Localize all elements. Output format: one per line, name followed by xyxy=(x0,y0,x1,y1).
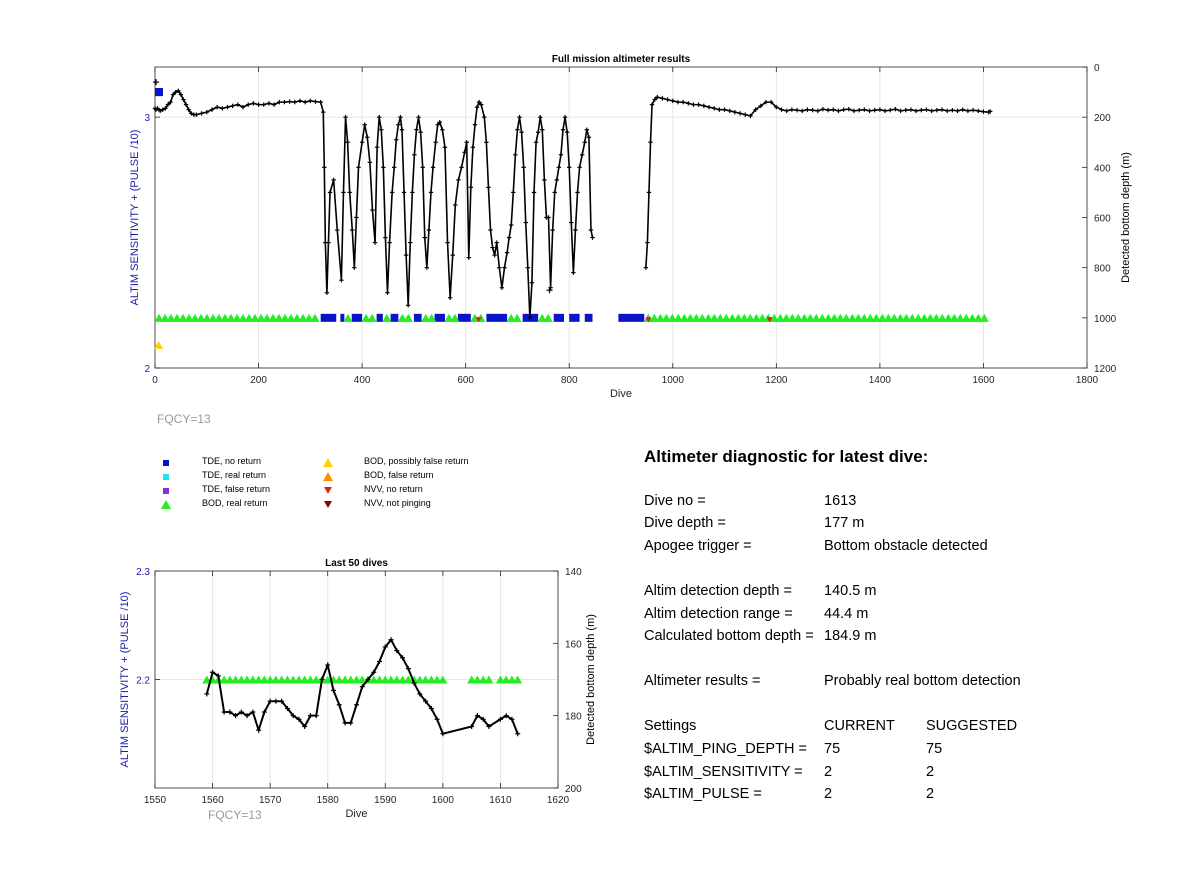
bod-real-return-marker xyxy=(513,314,522,322)
y-left-tick-label: 3 xyxy=(144,113,150,125)
legend-label: BOD, false return xyxy=(364,470,434,480)
depth-point xyxy=(347,190,351,194)
diag-label: Altim detection depth = xyxy=(644,583,792,599)
depth-point xyxy=(475,105,479,109)
depth-point xyxy=(392,165,396,169)
legend-triangle-icon xyxy=(323,472,333,481)
depth-point xyxy=(360,140,364,144)
depth-point xyxy=(377,115,381,119)
depth-point xyxy=(575,190,579,194)
depth-series-line xyxy=(155,91,593,318)
depth-point xyxy=(497,265,501,269)
depth-point xyxy=(339,278,343,282)
diag-label: Altim detection range = xyxy=(644,606,793,622)
depth-point xyxy=(256,102,260,106)
depth-point xyxy=(385,291,389,295)
depth-point xyxy=(515,128,519,132)
depth-point xyxy=(482,115,486,119)
tde-no-return-marker xyxy=(352,314,362,322)
diag-label: Apogee trigger = xyxy=(644,538,752,554)
y-right-tick-label: 180 xyxy=(565,711,582,723)
x-axis-label: Dive xyxy=(345,808,368,820)
diag-value: 44.4 m xyxy=(824,606,869,622)
legend-symbol xyxy=(160,499,172,510)
x-tick-label: 1620 xyxy=(546,795,570,806)
last-50-dives-chart xyxy=(119,558,597,820)
depth-point xyxy=(467,255,471,259)
depth-point xyxy=(402,190,406,194)
depth-point xyxy=(536,130,540,134)
depth-point xyxy=(375,145,379,149)
y-left-tick-label: 2.3 xyxy=(136,567,150,578)
y-right-tick-label: 200 xyxy=(1094,113,1111,125)
depth-point xyxy=(414,128,418,132)
legend-square-icon xyxy=(163,474,169,480)
depth-point xyxy=(387,240,391,244)
depth-point xyxy=(492,253,496,257)
tde-no-return-marker xyxy=(340,314,344,322)
y-right-tick-label: 400 xyxy=(1094,163,1111,175)
depth-point xyxy=(453,203,457,207)
x-tick-label: 1000 xyxy=(661,375,684,386)
y-right-tick-label: 200 xyxy=(565,784,582,795)
y-left-axis-label: ALTIM SENSITIVITY + (PULSE /10) xyxy=(119,591,131,768)
depth-point xyxy=(282,100,286,104)
depth-point xyxy=(287,99,291,103)
y-right-tick-label: 140 xyxy=(565,567,582,578)
depth-point xyxy=(587,135,591,139)
depth-point xyxy=(396,122,400,126)
depth-point xyxy=(471,145,475,149)
depth-point xyxy=(267,101,271,105)
tde-no-return-marker xyxy=(377,314,383,322)
bod-real-return-marker xyxy=(404,314,413,322)
bod-real-return-marker xyxy=(382,314,391,322)
depth-point xyxy=(325,291,329,295)
tde-no-return-marker xyxy=(585,314,593,322)
x-tick-label: 1610 xyxy=(489,795,512,806)
depth-point xyxy=(356,165,360,169)
depth-point xyxy=(394,138,398,142)
depth-point xyxy=(571,270,575,274)
depth-point xyxy=(459,165,463,169)
depth-point xyxy=(555,178,559,182)
depth-point xyxy=(398,115,402,119)
depth-point xyxy=(153,79,159,85)
depth-point xyxy=(313,99,317,103)
x-tick-label: 400 xyxy=(353,375,371,386)
tde-no-return-marker xyxy=(435,314,445,322)
depth-point xyxy=(408,240,412,244)
depth-point xyxy=(379,128,383,132)
depth-point xyxy=(363,122,367,126)
legend-label: TDE, false return xyxy=(202,484,271,494)
depth-point xyxy=(308,99,312,103)
depth-point xyxy=(511,190,515,194)
depth-point xyxy=(418,130,422,134)
x-tick-label: 1400 xyxy=(868,375,892,386)
y-right-tick-label: 1000 xyxy=(1094,313,1117,325)
depth-point xyxy=(589,228,593,232)
x-tick-label: 1580 xyxy=(316,795,339,806)
depth-point xyxy=(225,105,229,109)
diag-label: Dive depth = xyxy=(644,515,726,531)
depth-point xyxy=(416,115,420,119)
depth-point xyxy=(350,228,354,232)
depth-point xyxy=(534,140,538,144)
depth-point xyxy=(490,245,494,249)
depth-point xyxy=(335,228,339,232)
x-tick-label: 1570 xyxy=(259,795,282,806)
depth-point xyxy=(326,240,330,244)
x-tick-label: 0 xyxy=(152,375,158,386)
depth-point xyxy=(540,128,544,132)
depth-point xyxy=(465,140,469,144)
legend-label: NVV, no return xyxy=(364,484,423,494)
depth-point xyxy=(390,190,394,194)
legend-symbol xyxy=(322,457,334,468)
diagnostic-title: Altimeter diagnostic for latest dive: xyxy=(644,447,929,466)
depth-point xyxy=(524,220,528,224)
depth-point xyxy=(251,101,255,105)
settings-suggested: 2 xyxy=(926,764,935,780)
depth-point xyxy=(580,153,584,157)
depth-point xyxy=(507,235,511,239)
depth-point xyxy=(585,128,589,132)
diag-value: 177 m xyxy=(824,515,865,531)
y-right-axis-label: Detected bottom depth (m) xyxy=(585,614,597,745)
x-axis-label: Dive xyxy=(609,388,633,400)
diagnostic-panel xyxy=(644,0,1194,885)
depth-point xyxy=(517,115,521,119)
x-tick-label: 1590 xyxy=(374,795,397,806)
settings-label: Settings xyxy=(644,718,697,734)
depth-point xyxy=(513,153,517,157)
depth-point xyxy=(321,110,325,114)
depth-point xyxy=(583,140,587,144)
depth-point xyxy=(427,228,431,232)
depth-point xyxy=(365,135,369,139)
legend xyxy=(160,456,490,518)
legend-square-icon xyxy=(163,488,169,494)
settings-suggested: 75 xyxy=(926,741,943,757)
depth-point xyxy=(553,190,557,194)
diag-value: Bottom obstacle detected xyxy=(824,538,988,554)
depth-point xyxy=(194,112,198,116)
depth-point xyxy=(370,208,374,212)
depth-point xyxy=(495,240,499,244)
depth-point xyxy=(352,265,356,269)
x-tick-label: 1600 xyxy=(972,375,995,386)
x-tick-label: 1600 xyxy=(431,795,454,806)
diag-value: 140.5 m xyxy=(824,583,877,599)
x-tick-label: 800 xyxy=(560,375,578,386)
depth-point xyxy=(573,228,577,232)
depth-point xyxy=(230,104,234,108)
diag-label: Calculated bottom depth = xyxy=(644,628,814,644)
legend-label: TDE, no return xyxy=(202,456,262,466)
depth-point xyxy=(559,153,563,157)
depth-point xyxy=(433,140,437,144)
depth-point xyxy=(561,128,565,132)
depth-point xyxy=(590,235,594,239)
chart-title: Last 50 dives xyxy=(325,558,388,569)
legend-label: BOD, real return xyxy=(202,498,268,508)
depth-point xyxy=(429,190,433,194)
settings-current: 2 xyxy=(824,764,833,780)
y-right-tick-label: 600 xyxy=(1094,213,1111,225)
depth-point xyxy=(431,165,435,169)
depth-point xyxy=(400,128,404,132)
depth-point xyxy=(348,720,353,725)
x-tick-label: 1800 xyxy=(1075,375,1099,386)
legend-symbol xyxy=(322,485,334,496)
legend-label: BOD, possibly false return xyxy=(364,456,469,466)
depth-point xyxy=(542,178,546,182)
diag-value: 1613 xyxy=(824,493,857,509)
settings-suggested-header: SUGGESTED xyxy=(926,718,1018,734)
legend-triangle-icon xyxy=(161,500,171,509)
settings-current: 2 xyxy=(824,786,833,802)
depth-point xyxy=(406,303,410,307)
tde-no-return-marker xyxy=(554,314,564,322)
legend-label: TDE, real return xyxy=(202,470,267,480)
settings-current-header: CURRENT xyxy=(824,718,895,734)
x-tick-label: 1200 xyxy=(765,375,788,386)
diag-label: Dive no = xyxy=(644,493,706,509)
bod-real-return-marker xyxy=(368,314,377,322)
depth-point xyxy=(381,165,385,169)
depth-point xyxy=(488,228,492,232)
depth-point xyxy=(423,235,427,239)
depth-point xyxy=(569,220,573,224)
depth-point xyxy=(557,165,561,169)
depth-point xyxy=(448,296,452,300)
y-right-tick-label: 1200 xyxy=(1094,364,1117,375)
depth-point xyxy=(532,190,536,194)
depth-point xyxy=(484,140,488,144)
depth-point xyxy=(456,178,460,182)
depth-point xyxy=(486,185,490,189)
depth-point xyxy=(445,240,449,244)
settings-label: $ALTIM_PING_DEPTH = xyxy=(644,741,807,757)
depth-point xyxy=(473,122,477,126)
depth-point xyxy=(410,190,414,194)
depth-point xyxy=(451,253,455,257)
depth-point xyxy=(565,130,569,134)
legend-symbol xyxy=(322,499,334,510)
x-tick-label: 1560 xyxy=(201,795,224,806)
settings-label: $ALTIM_PULSE = xyxy=(644,786,762,802)
depth-point xyxy=(314,713,319,718)
depth-point xyxy=(550,228,554,232)
depth-point xyxy=(204,691,209,696)
depth-point xyxy=(354,702,359,707)
depth-point xyxy=(412,153,416,157)
depth-point xyxy=(530,281,534,285)
legend-triangle-icon xyxy=(323,458,333,467)
tde-no-return-marker xyxy=(458,314,471,322)
legend-square-icon xyxy=(163,460,169,466)
depth-point xyxy=(328,190,332,194)
tde-no-return-marker xyxy=(569,314,579,322)
depth-point xyxy=(199,111,203,115)
depth-point xyxy=(563,115,567,119)
depth-point xyxy=(500,286,504,290)
depth-point xyxy=(469,185,473,189)
depth-point xyxy=(273,699,278,704)
depth-point xyxy=(443,145,447,149)
depth-point xyxy=(220,106,224,110)
y-right-tick-label: 0 xyxy=(1094,63,1100,74)
legend-triangle-down-icon xyxy=(324,501,332,508)
depth-point xyxy=(502,265,506,269)
legend-symbol xyxy=(160,471,172,482)
bod-real-return-marker xyxy=(343,314,352,322)
diag-value: 184.9 m xyxy=(824,628,877,644)
depth-point xyxy=(293,100,297,104)
settings-current: 75 xyxy=(824,741,841,757)
tde-no-return-marker xyxy=(414,314,422,322)
bod-real-return-marker xyxy=(544,314,553,322)
fqcy-label-top: FQCY=13 xyxy=(157,412,211,426)
depth-point xyxy=(262,102,266,106)
y-left-axis-label: ALTIM SENSITIVITY + (PULSE /10) xyxy=(129,129,141,306)
bod-real-return-marker xyxy=(311,314,320,322)
chart-title: Full mission altimeter results xyxy=(551,54,691,65)
tde-no-return-marker xyxy=(618,314,644,322)
depth-point xyxy=(567,165,571,169)
tde-no-return-marker xyxy=(391,314,399,322)
y-right-axis-label: Detected bottom depth (m) xyxy=(1120,152,1132,283)
depth-point xyxy=(577,165,581,169)
depth-point xyxy=(342,720,347,725)
depth-point xyxy=(420,165,424,169)
tde-no-return-marker xyxy=(321,314,337,322)
x-tick-label: 1550 xyxy=(143,795,167,806)
depth-point xyxy=(345,140,349,144)
depth-point xyxy=(521,165,525,169)
legend-label: NVV, not pinging xyxy=(364,498,431,508)
depth-point xyxy=(322,165,326,169)
x-tick-label: 600 xyxy=(457,375,475,386)
depth-point xyxy=(383,235,387,239)
legend-triangle-down-icon xyxy=(324,487,332,494)
depth-point xyxy=(425,265,429,269)
settings-suggested: 2 xyxy=(926,786,935,802)
depth-point xyxy=(298,99,302,103)
y-right-tick-label: 800 xyxy=(1094,263,1111,275)
fqcy-label-bottom: FQCY=13 xyxy=(208,808,262,822)
y-left-tick-label: 2.2 xyxy=(136,675,150,687)
y-left-tick-label: 2 xyxy=(144,364,150,375)
depth-point xyxy=(354,215,358,219)
depth-point xyxy=(373,240,377,244)
depth-point xyxy=(538,115,542,119)
depth-point xyxy=(509,223,513,227)
depth-point xyxy=(222,710,227,715)
diag-value: Probably real bottom detection xyxy=(824,673,1021,689)
tde-no-return-marker xyxy=(156,88,163,96)
depth-point xyxy=(341,190,345,194)
depth-point xyxy=(318,100,322,104)
settings-label: $ALTIM_SENSITIVITY = xyxy=(644,764,803,780)
depth-point xyxy=(331,178,335,182)
depth-point xyxy=(440,128,444,132)
x-tick-label: 200 xyxy=(250,375,267,386)
legend-symbol xyxy=(160,485,172,496)
diag-label: Altimeter results = xyxy=(644,673,761,689)
depth-point xyxy=(404,253,408,257)
tde-no-return-marker xyxy=(486,314,507,322)
depth-point xyxy=(303,100,307,104)
legend-symbol xyxy=(160,457,172,468)
depth-point xyxy=(368,160,372,164)
depth-point xyxy=(519,130,523,134)
depth-point xyxy=(526,265,530,269)
legend-symbol xyxy=(322,471,334,482)
depth-point xyxy=(256,728,261,733)
depth-point xyxy=(505,250,509,254)
depth-point xyxy=(343,115,347,119)
y-right-tick-label: 160 xyxy=(565,639,582,651)
